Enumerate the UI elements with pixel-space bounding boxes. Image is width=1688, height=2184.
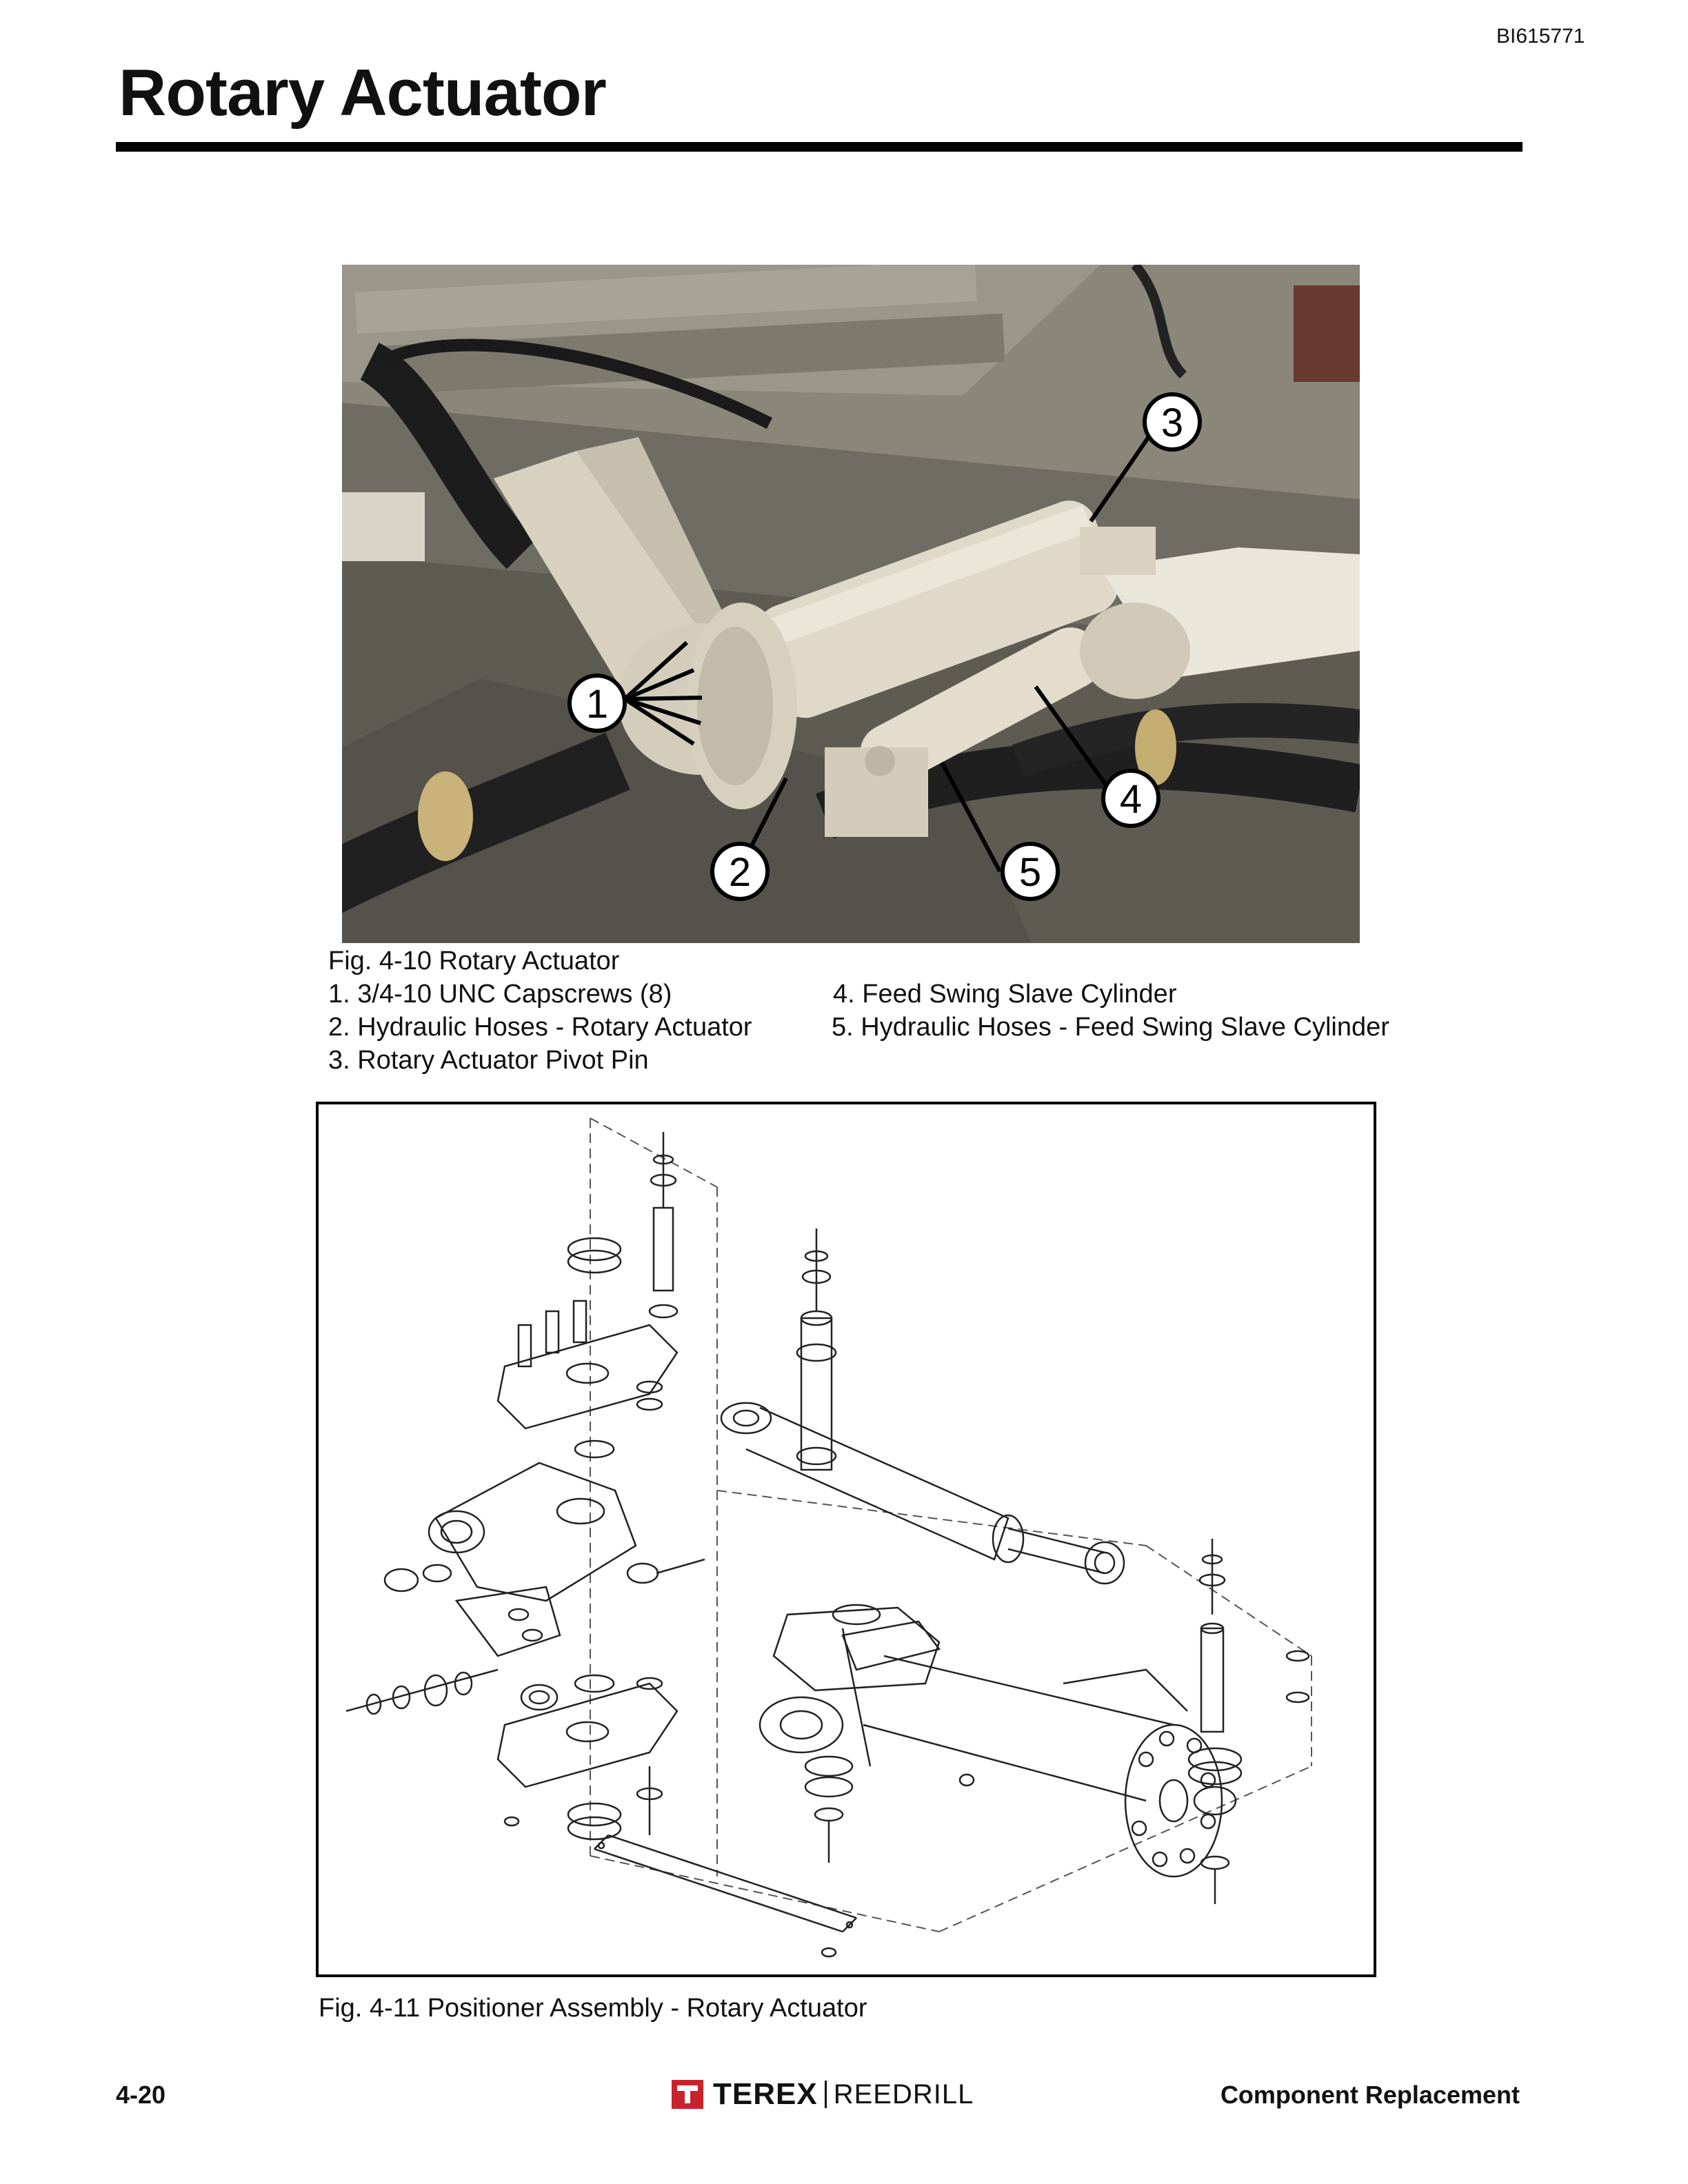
callout-5-label: 5 <box>1018 850 1042 895</box>
photo-illustration <box>342 265 1360 943</box>
callout-1-label: 1 <box>585 682 609 727</box>
terex-reedrill-logo <box>672 2075 974 2114</box>
callout-4-label: 4 <box>1119 777 1143 822</box>
positioner-assembly-drawing <box>316 1102 1376 1977</box>
callout-2-label: 2 <box>728 850 752 895</box>
logo-product-text: REEDRILL <box>833 2079 974 2110</box>
exploded-view-illustration <box>319 1104 1374 1974</box>
legend-item-3: 3. Rotary Actuator Pivot Pin <box>328 1046 649 1075</box>
rotary-actuator-photo <box>342 265 1360 943</box>
page-title: Rotary Actuator <box>119 56 606 130</box>
figure-1-caption: Fig. 4-10 Rotary Actuator <box>328 947 620 975</box>
section-name: Component Replacement <box>1220 2081 1520 2109</box>
legend-item-4: 4. Feed Swing Slave Cylinder <box>833 980 1177 1009</box>
logo-separator <box>825 2081 827 2108</box>
terex-logo-icon <box>672 2080 703 2109</box>
legend-item-5: 5. Hydraulic Hoses - Feed Swing Slave Cylinder <box>832 1013 1389 1042</box>
callout-3-label: 3 <box>1160 401 1184 445</box>
legend-item-2: 2. Hydraulic Hoses - Rotary Actuator <box>328 1013 752 1042</box>
document-id: BI615771 <box>1496 25 1585 48</box>
logo-brand-text: TEREX <box>713 2077 818 2111</box>
page-number: 4-20 <box>116 2081 166 2109</box>
title-rule <box>116 142 1523 152</box>
legend-item-1: 1. 3/4-10 UNC Capscrews (8) <box>328 980 672 1009</box>
figure-2-caption: Fig. 4-11 Positioner Assembly - Rotary Actuator <box>319 1994 867 2023</box>
